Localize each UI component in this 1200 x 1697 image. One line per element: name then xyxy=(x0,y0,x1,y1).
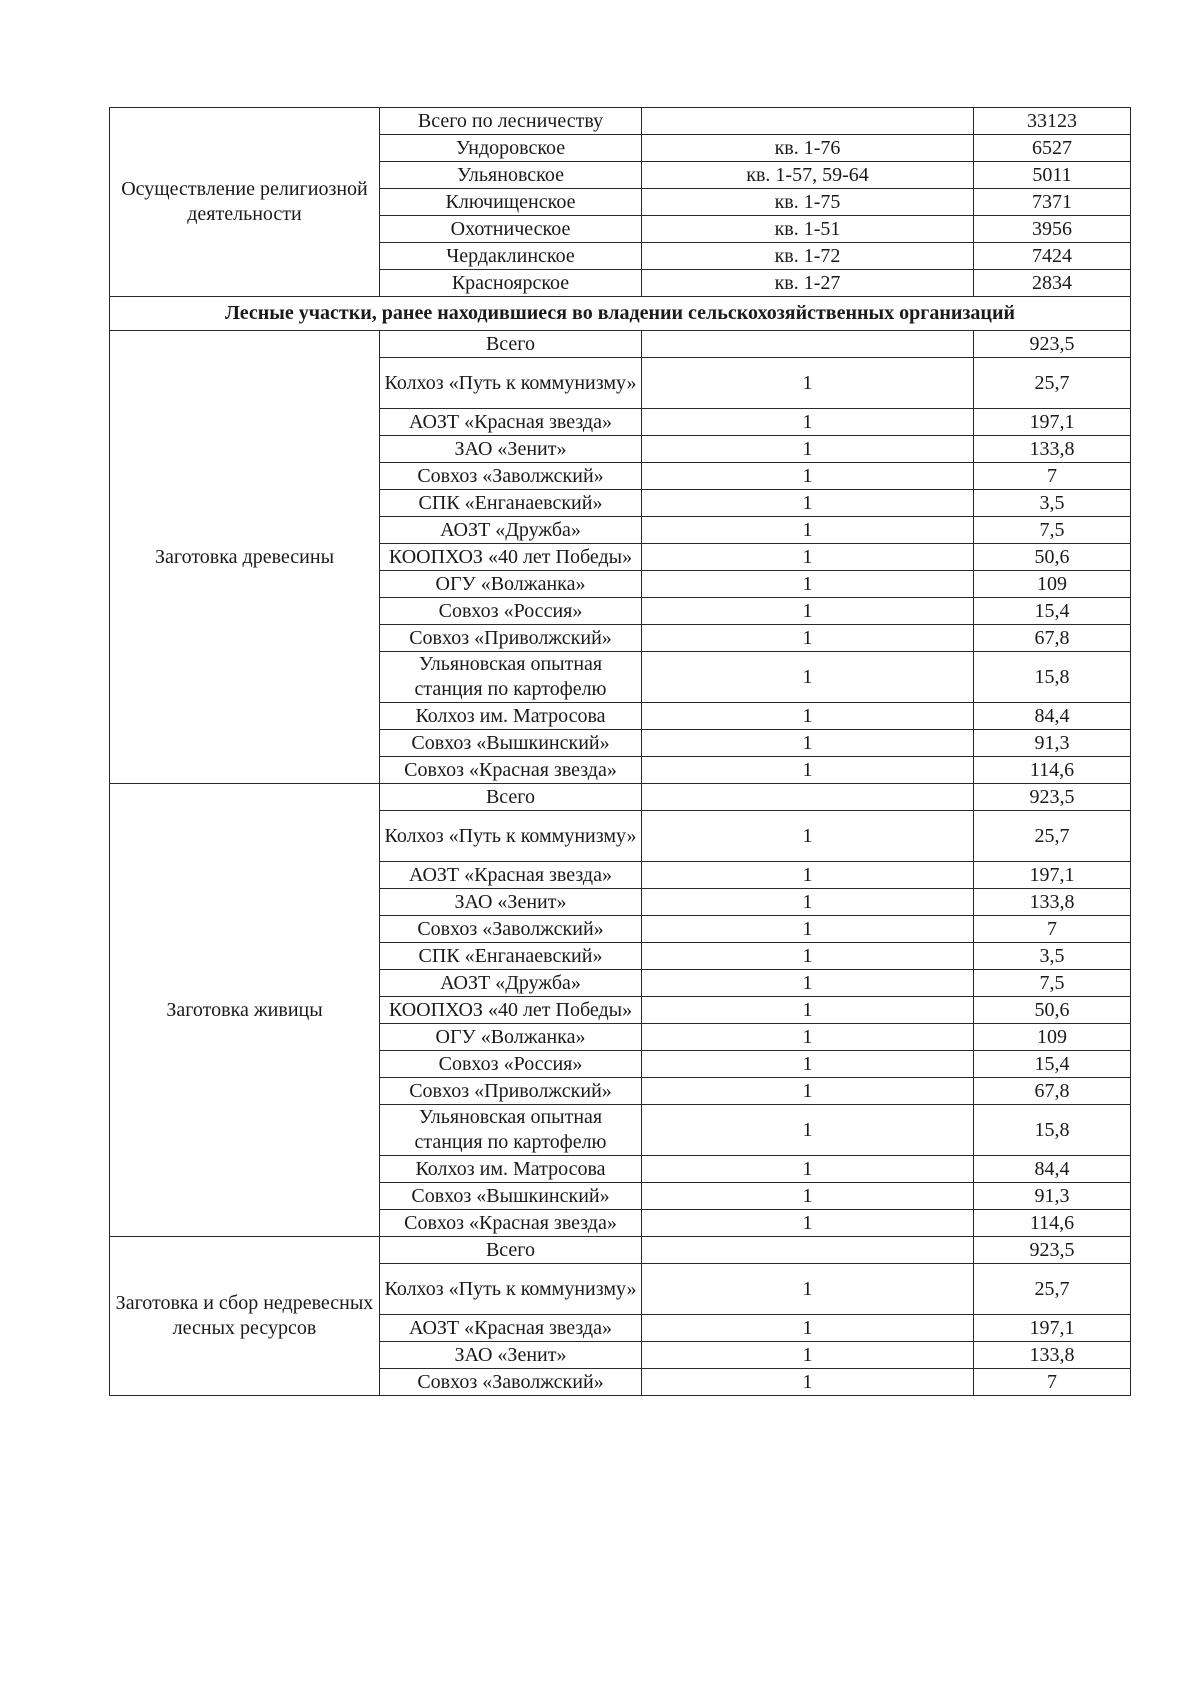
organization-name-cell: Ключищенское xyxy=(380,189,642,216)
organization-name-cell: Ульяновская опытная станция по картофелю xyxy=(380,652,642,703)
organization-name-cell: СПК «Енганаевский» xyxy=(380,943,642,970)
quarters-cell xyxy=(642,108,974,135)
area-cell: 25,7 xyxy=(974,358,1131,409)
section-heading-row xyxy=(110,297,1131,331)
quarters-cell: 1 xyxy=(642,1342,974,1369)
area-cell: 3,5 xyxy=(974,943,1131,970)
area-cell: 15,8 xyxy=(974,652,1131,703)
area-cell: 133,8 xyxy=(974,436,1131,463)
organization-name-cell: Всего xyxy=(380,331,642,358)
organization-name-cell: Ульяновская опытная станция по картофелю xyxy=(380,1105,642,1156)
quarters-cell: 1 xyxy=(642,757,974,784)
organization-name-cell: Совхоз «Приволжский» xyxy=(380,1078,642,1105)
area-cell: 7,5 xyxy=(974,970,1131,997)
organization-name-cell: Совхоз «Россия» xyxy=(380,1051,642,1078)
quarters-cell: 1 xyxy=(642,730,974,757)
organization-name-cell: Совхоз «Россия» xyxy=(380,598,642,625)
quarters-cell: 1 xyxy=(642,1369,974,1396)
area-cell: 114,6 xyxy=(974,1210,1131,1237)
organization-name-cell: АОЗТ «Красная звезда» xyxy=(380,409,642,436)
area-cell: 197,1 xyxy=(974,409,1131,436)
quarters-cell: 1 xyxy=(642,490,974,517)
quarters-cell: 1 xyxy=(642,1183,974,1210)
quarters-cell: кв. 1-51 xyxy=(642,216,974,243)
table-row xyxy=(110,784,1131,811)
area-cell: 91,3 xyxy=(974,1183,1131,1210)
area-cell: 7,5 xyxy=(974,517,1131,544)
area-cell: 33123 xyxy=(974,108,1131,135)
organization-name-cell: Совхоз «Приволжский» xyxy=(380,625,642,652)
quarters-cell: 1 xyxy=(642,1210,974,1237)
quarters-cell xyxy=(642,331,974,358)
quarters-cell: кв. 1-76 xyxy=(642,135,974,162)
organization-name-cell: Совхоз «Заволжский» xyxy=(380,463,642,490)
quarters-cell: 1 xyxy=(642,625,974,652)
organization-name-cell: СПК «Енганаевский» xyxy=(380,490,642,517)
organization-name-cell: Совхоз «Красная звезда» xyxy=(380,757,642,784)
quarters-cell: 1 xyxy=(642,703,974,730)
quarters-cell: 1 xyxy=(642,571,974,598)
quarters-cell: 1 xyxy=(642,463,974,490)
organization-name-cell: Совхоз «Вышкинский» xyxy=(380,1183,642,1210)
quarters-cell: 1 xyxy=(642,1156,974,1183)
organization-name-cell: Колхоз им. Матросова xyxy=(380,703,642,730)
area-cell: 50,6 xyxy=(974,544,1131,571)
activity-cell: Осуществление религиозной деятельности xyxy=(110,108,380,297)
organization-name-cell: Колхоз им. Матросова xyxy=(380,1156,642,1183)
area-cell: 197,1 xyxy=(974,1315,1131,1342)
organization-name-cell: Всего по лесничеству xyxy=(380,108,642,135)
table-row xyxy=(110,331,1131,358)
area-cell: 109 xyxy=(974,1024,1131,1051)
quarters-cell: 1 xyxy=(642,1105,974,1156)
organization-name-cell: Всего xyxy=(380,784,642,811)
area-cell: 923,5 xyxy=(974,1237,1131,1264)
area-cell: 50,6 xyxy=(974,997,1131,1024)
area-cell: 109 xyxy=(974,571,1131,598)
organization-name-cell: КООПХОЗ «40 лет Победы» xyxy=(380,997,642,1024)
area-cell: 84,4 xyxy=(974,703,1131,730)
quarters-cell: 1 xyxy=(642,436,974,463)
area-cell: 3,5 xyxy=(974,490,1131,517)
quarters-cell: 1 xyxy=(642,358,974,409)
quarters-cell: 1 xyxy=(642,943,974,970)
organization-name-cell: ОГУ «Волжанка» xyxy=(380,571,642,598)
area-cell: 84,4 xyxy=(974,1156,1131,1183)
quarters-cell: 1 xyxy=(642,1051,974,1078)
activity-cell: Заготовка древесины xyxy=(110,331,380,784)
activity-cell: Заготовка живицы xyxy=(110,784,380,1237)
quarters-cell: 1 xyxy=(642,409,974,436)
area-cell: 197,1 xyxy=(974,862,1131,889)
quarters-cell: 1 xyxy=(642,652,974,703)
area-cell: 25,7 xyxy=(974,811,1131,862)
organization-name-cell: Ундоровское xyxy=(380,135,642,162)
area-cell: 7 xyxy=(974,463,1131,490)
organization-name-cell: Совхоз «Заволжский» xyxy=(380,916,642,943)
organization-name-cell: АОЗТ «Дружба» xyxy=(380,517,642,544)
organization-name-cell: КООПХОЗ «40 лет Победы» xyxy=(380,544,642,571)
area-cell: 25,7 xyxy=(974,1264,1131,1315)
organization-name-cell: ЗАО «Зенит» xyxy=(380,436,642,463)
quarters-cell: 1 xyxy=(642,598,974,625)
area-cell: 15,4 xyxy=(974,1051,1131,1078)
organization-name-cell: Чердаклинское xyxy=(380,243,642,270)
area-cell: 114,6 xyxy=(974,757,1131,784)
organization-name-cell: Колхоз «Путь к коммунизму» xyxy=(380,1264,642,1315)
quarters-cell: кв. 1-72 xyxy=(642,243,974,270)
area-cell: 7371 xyxy=(974,189,1131,216)
quarters-cell: 1 xyxy=(642,970,974,997)
organization-name-cell: Совхоз «Вышкинский» xyxy=(380,730,642,757)
area-cell: 67,8 xyxy=(974,1078,1131,1105)
area-cell: 6527 xyxy=(974,135,1131,162)
quarters-cell: 1 xyxy=(642,1315,974,1342)
organization-name-cell: Колхоз «Путь к коммунизму» xyxy=(380,358,642,409)
organization-name-cell: ОГУ «Волжанка» xyxy=(380,1024,642,1051)
area-cell: 133,8 xyxy=(974,1342,1131,1369)
area-cell: 7 xyxy=(974,916,1131,943)
organization-name-cell: Совхоз «Заволжский» xyxy=(380,1369,642,1396)
table-row xyxy=(110,108,1131,135)
section-heading: Лесные участки, ранее находившиеся во владении сельскохозяйственных организаций xyxy=(110,297,1131,331)
area-cell: 15,8 xyxy=(974,1105,1131,1156)
quarters-cell: 1 xyxy=(642,1264,974,1315)
table-row xyxy=(110,1237,1131,1264)
area-cell: 133,8 xyxy=(974,889,1131,916)
organization-name-cell: АОЗТ «Красная звезда» xyxy=(380,1315,642,1342)
quarters-cell xyxy=(642,784,974,811)
area-cell: 7 xyxy=(974,1369,1131,1396)
area-cell: 2834 xyxy=(974,270,1131,297)
organization-name-cell: Красноярское xyxy=(380,270,642,297)
area-cell: 67,8 xyxy=(974,625,1131,652)
quarters-cell: 1 xyxy=(642,517,974,544)
quarters-cell: 1 xyxy=(642,862,974,889)
quarters-cell: 1 xyxy=(642,1024,974,1051)
quarters-cell: 1 xyxy=(642,544,974,571)
quarters-cell: 1 xyxy=(642,1078,974,1105)
organization-name-cell: Всего xyxy=(380,1237,642,1264)
area-cell: 923,5 xyxy=(974,784,1131,811)
organization-name-cell: АОЗТ «Дружба» xyxy=(380,970,642,997)
area-cell: 15,4 xyxy=(974,598,1131,625)
quarters-cell: 1 xyxy=(642,997,974,1024)
area-cell: 923,5 xyxy=(974,331,1131,358)
organization-name-cell: Охотническое xyxy=(380,216,642,243)
area-cell: 7424 xyxy=(974,243,1131,270)
organization-name-cell: Совхоз «Красная звезда» xyxy=(380,1210,642,1237)
organization-name-cell: Колхоз «Путь к коммунизму» xyxy=(380,811,642,862)
organization-name-cell: АОЗТ «Красная звезда» xyxy=(380,862,642,889)
table-body xyxy=(110,108,1131,1396)
quarters-cell: 1 xyxy=(642,916,974,943)
area-cell: 91,3 xyxy=(974,730,1131,757)
quarters-cell: 1 xyxy=(642,889,974,916)
organization-name-cell: Ульяновское xyxy=(380,162,642,189)
organization-name-cell: ЗАО «Зенит» xyxy=(380,889,642,916)
organization-name-cell: ЗАО «Зенит» xyxy=(380,1342,642,1369)
area-cell: 3956 xyxy=(974,216,1131,243)
forest-plots-table xyxy=(109,107,1131,1396)
quarters-cell: 1 xyxy=(642,811,974,862)
activity-cell: Заготовка и сбор недревесных лесных ресурсов xyxy=(110,1237,380,1396)
quarters-cell xyxy=(642,1237,974,1264)
quarters-cell: кв. 1-75 xyxy=(642,189,974,216)
quarters-cell: кв. 1-57, 59-64 xyxy=(642,162,974,189)
area-cell: 5011 xyxy=(974,162,1131,189)
quarters-cell: кв. 1-27 xyxy=(642,270,974,297)
